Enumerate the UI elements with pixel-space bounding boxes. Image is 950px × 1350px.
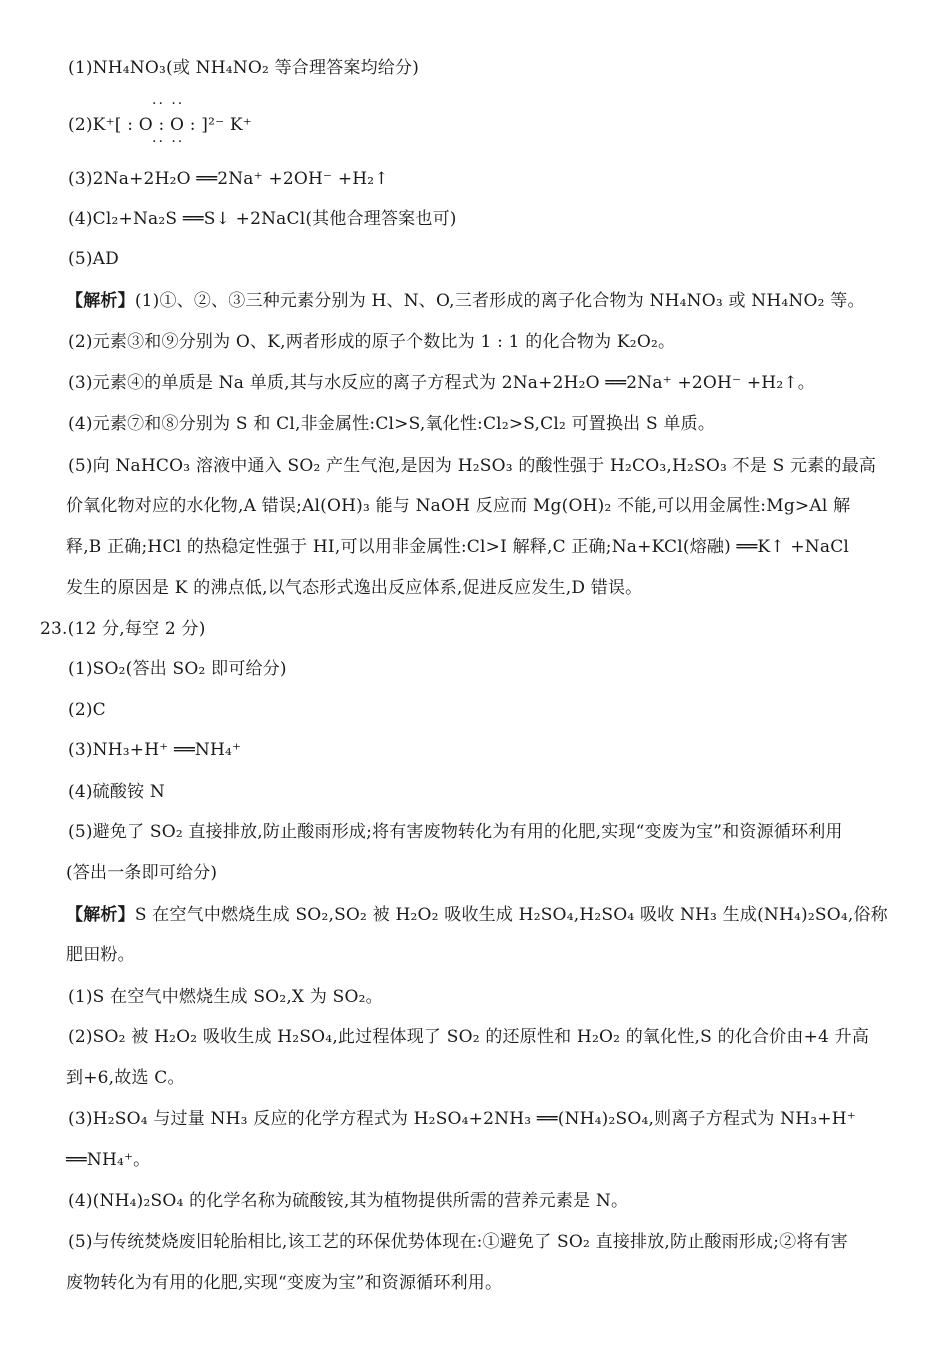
q23-analysis-1: (1)S 在空气中燃烧生成 SO₂,X 为 SO₂。 [68, 987, 383, 1007]
q23-answer-5-line-2: (答出一条即可给分) [66, 863, 218, 883]
q23-answer-5-line-1: (5)避免了 SO₂ 直接排放,防止酸雨形成;将有害废物转化为有用的化肥,实现“变废为宝”和资源循环利用 [68, 822, 843, 842]
q23-answer-4: (4)硫酸铵 N [68, 782, 165, 802]
q22-analysis-3: (3)元素④的单质是 Na 单质,其与水反应的离子方程式为 2Na+2H₂O ══2Na⁺ +2OH⁻ +H₂↑。 [68, 373, 815, 393]
electron-dots-bottom: ·· ·· [152, 134, 185, 150]
q22-answer-4: (4)Cl₂+Na₂S ══S↓ +2NaCl(其他合理答案也可) [68, 209, 457, 229]
analysis-text: (1)①、②、③三种元素分别为 H、N、O,三者形成的离子化合物为 NH₄NO₃ 或 NH₄NO₂ 等。 [134, 291, 865, 311]
analysis-tag: 【解析】 [66, 905, 135, 925]
q23-header: 23.(12 分,每空 2 分) [40, 619, 206, 639]
q22-analysis-5-line-4: 发生的原因是 K 的沸点低,以气态形式逸出反应体系,促进反应发生,D 错误。 [66, 578, 643, 598]
q22-answer-3: (3)2Na+2H₂O ══2Na⁺ +2OH⁻ +H₂↑ [68, 169, 389, 189]
q23-answer-3: (3)NH₃+H⁺ ══NH₄⁺ [68, 740, 242, 760]
q22-answer-1: (1)NH₄NO₃(或 NH₄NO₂ 等合理答案均给分) [68, 58, 420, 78]
q23-analysis-2-line-2: 到+6,故选 C。 [66, 1068, 185, 1088]
analysis-text: S 在空气中燃烧生成 SO₂,SO₂ 被 H₂O₂ 吸收生成 H₂SO₄,H₂SO₄ 吸收 NH₃ 生成(NH₄)₂SO₄,俗称 [134, 905, 888, 925]
q22-analysis-2: (2)元素③和⑨分别为 O、K,两者形成的原子个数比为 1 : 1 的化合物为 K₂O₂。 [68, 332, 676, 352]
q23-analysis-2-line-1: (2)SO₂ 被 H₂O₂ 吸收生成 H₂SO₄,此过程体现了 SO₂ 的还原性和 H₂O₂ 的氧化性,S 的化合价由+4 升高 [68, 1027, 870, 1047]
q23-analysis-3-line-1: (3)H₂SO₄ 与过量 NH₃ 反应的化学方程式为 H₂SO₄+2NH₃ ══(NH₄)₂SO₄,则离子方程式为 NH₃+H⁺ [68, 1109, 856, 1129]
q23-analysis-5-line-1: (5)与传统焚烧废旧轮胎相比,该工艺的环保优势体现在:①避免了 SO₂ 直接排放,防止酸雨形成;②将有害 [68, 1232, 848, 1252]
q22-analysis-4: (4)元素⑦和⑧分别为 S 和 Cl,非金属性:Cl>S,氧化性:Cl₂>S,Cl₂ 可置换出 S 单质。 [68, 414, 716, 434]
q22-analysis-5-line-2: 价氧化物对应的水化物,A 错误;Al(OH)₃ 能与 NaOH 反应而 Mg(OH)₂ 不能,可以用金属性:Mg>Al 解 [66, 496, 851, 516]
q23-analysis-intro-line-2: 肥田粉。 [66, 945, 135, 965]
electron-dots-top: ·· ·· [152, 96, 185, 112]
q23-analysis-5-line-2: 废物转化为有用的化肥,实现“变废为宝”和资源循环利用。 [66, 1273, 503, 1293]
q22-analysis-5-line-1: (5)向 NaHCO₃ 溶液中通入 SO₂ 产生气泡,是因为 H₂SO₃ 的酸性强于 H₂CO₃,H₂SO₃ 不是 S 元素的最高 [68, 456, 877, 476]
q23-answer-1: (1)SO₂(答出 SO₂ 即可给分) [68, 659, 287, 679]
analysis-tag: 【解析】 [66, 291, 135, 311]
q22-analysis-5-line-3: 释,B 正确;HCl 的热稳定性强于 HI,可以用非金属性:Cl>I 解释,C 正确;Na+KCl(熔融) ══K↑ +NaCl [66, 537, 850, 557]
q23-analysis-4: (4)(NH₄)₂SO₄ 的化学名称为硫酸铵,其为植物提供所需的营养元素是 N。 [68, 1191, 629, 1211]
q22-analysis-1 [66, 289, 910, 313]
q23-answer-2: (2)C [68, 700, 106, 720]
q22-answer-2: (2)K⁺[ : O : O : ]²⁻ K⁺ [68, 115, 252, 135]
q23-analysis-intro-line-1 [66, 903, 910, 927]
q22-answer-5: (5)AD [68, 249, 119, 269]
q23-analysis-3-line-2: ══NH₄⁺。 [66, 1150, 151, 1170]
